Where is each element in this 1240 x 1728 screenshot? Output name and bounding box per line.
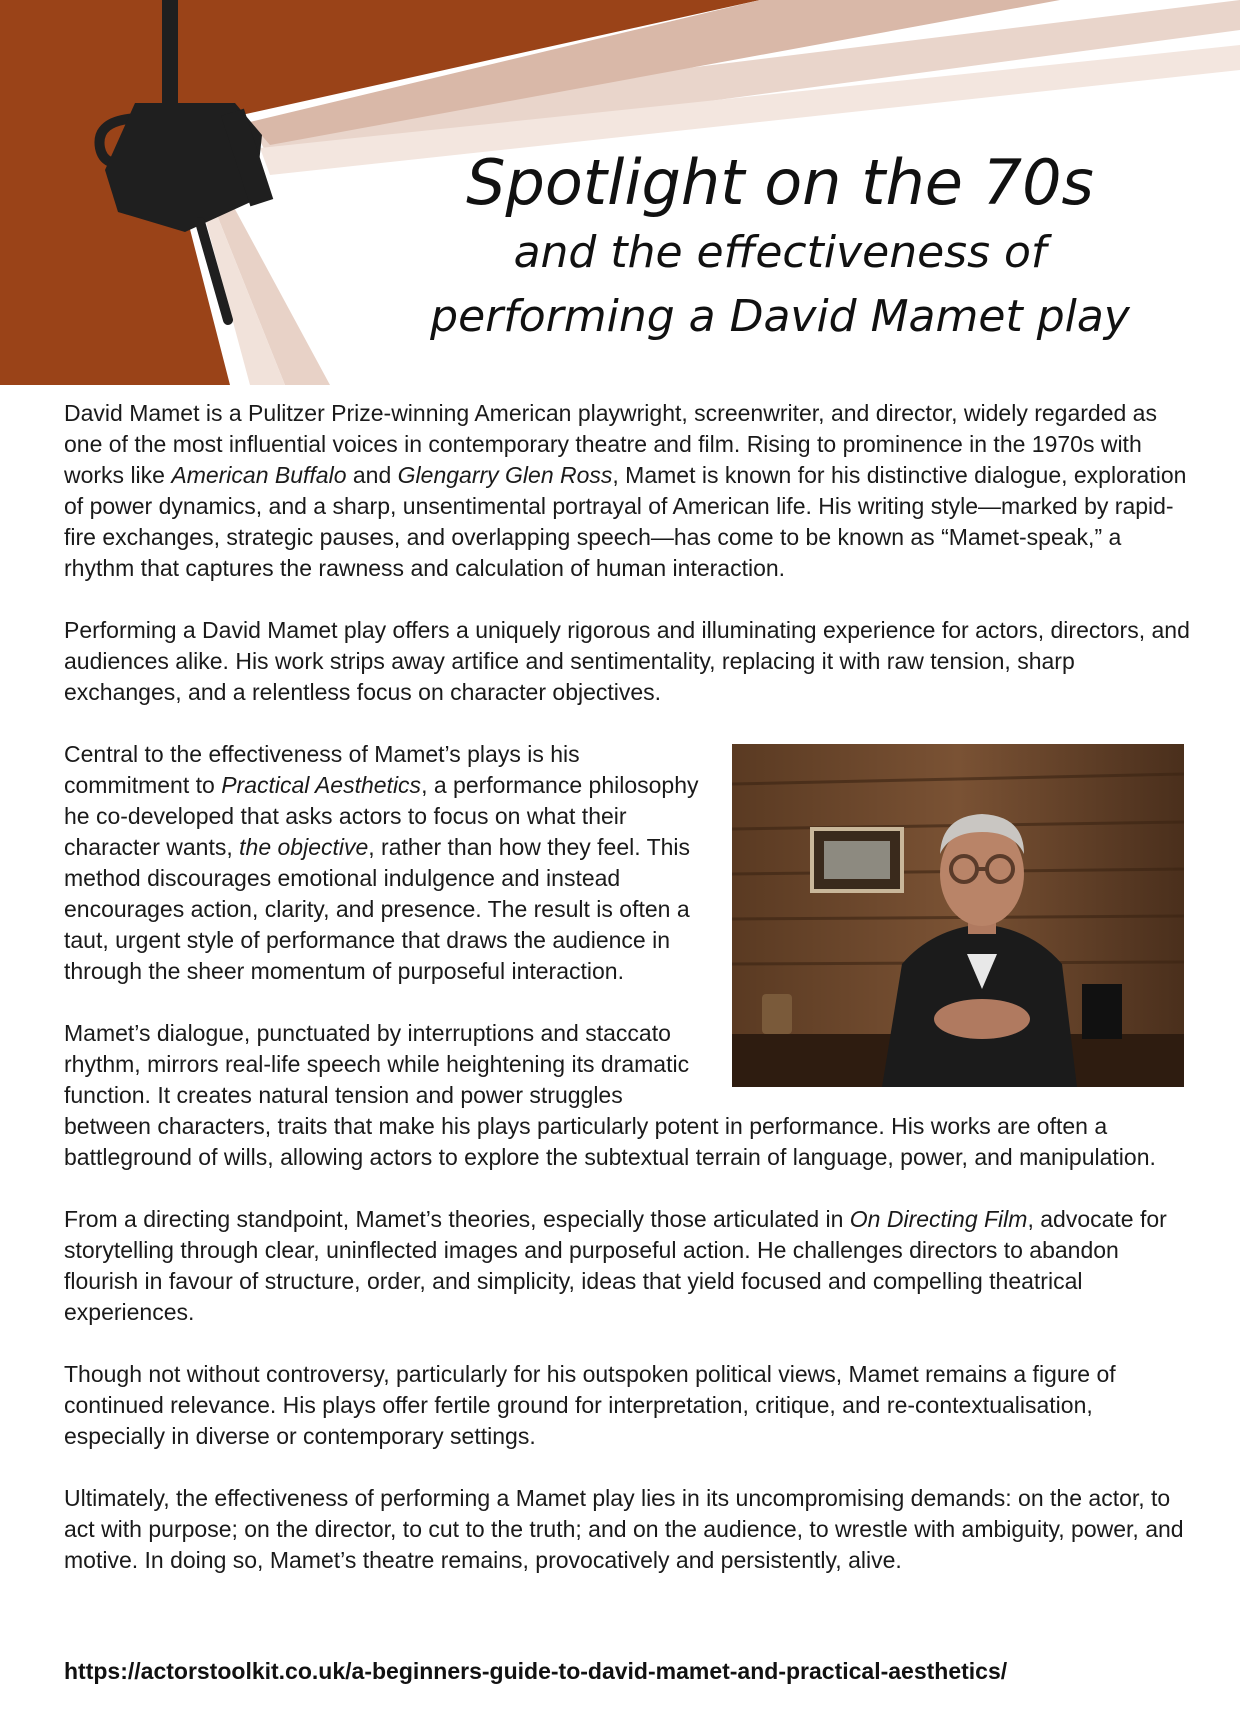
- portrait-illustration: [732, 744, 1184, 1087]
- david-mamet-photo: [732, 744, 1184, 1087]
- title-line-1: Spotlight on the 70s: [466, 146, 1094, 219]
- paragraph-conclusion: Ultimately, the effectiveness of performing a Mamet play lies in its uncompromising demands: on the actor, to act with purpose; on the director, to cut to the truth; and on the audience, to wrestle with ambiguity, power, and motive. In doing so, Mamet’s theatre remains, provocatively and persistently, alive.: [64, 1485, 1184, 1573]
- paragraph-controversy: Though not without controversy, particularly for his outspoken political views, Mamet remains a figure of continued relevance. His plays offer fertile ground for interpretation, critique, and re-contextualisation, especially in diverse or contemporary settings.: [64, 1361, 1116, 1449]
- header-banner: [0, 0, 1240, 385]
- source-link[interactable]: https://actorstoolkit.co.uk/a-beginners-guide-to-david-mamet-and-practical-aesthetics/: [64, 1658, 1008, 1684]
- paragraph-directing: From a directing standpoint, Mamet’s theories, especially those articulated in On Directing Film, advocate for storytelling through clear, uninflected images and purposeful action. He challenges directors to abandon flourish in favour of structure, order, and simplicity, ideas that yield focused and compelling theatrical experiences.: [64, 1206, 1167, 1325]
- paragraph-dialogue: Mamet’s dialogue, punctuated by interruptions and staccato rhythm, mirrors real-life speech while heightening its dramatic function. It creates natural tension and power struggles between characters, traits that make his plays particularly potent in performance. His works are often a battleground of wills, allowing actors to explore the subtextual terrain of language, power, and manipulation.: [64, 1020, 1156, 1170]
- title-line-3: performing a David Mamet play: [430, 291, 1130, 342]
- paragraph-intro: David Mamet is a Pulitzer Prize-winning American playwright, screenwriter, and director, widely regarded as one of the most influential voices in contemporary theatre and film. Rising to prominence in the 1970s with works like American Buffalo and Glengarry Glen Ross, Mamet is known for his distinctive dialogue, exploration of power dynamics, and a sharp, unsentimental portrayal of American life. His writing style—marked by rapid-fire exchanges, strategic pauses, and overlapping speech—has come to be known as “Mamet-speak,” a rhythm that captures the rawness and calculation of human interaction.: [64, 400, 1187, 581]
- title-line-2: and the effectiveness of: [513, 227, 1047, 278]
- page-title: [340, 145, 1220, 349]
- paragraph-performing: Performing a David Mamet play offers a uniquely rigorous and illuminating experience for actors, directors, and audiences alike. His work strips away artifice and sentimentality, replacing it with raw tension, sharp exchanges, and a relentless focus on character objectives.: [64, 617, 1190, 705]
- paragraph-practical-aesthetics: Central to the effectiveness of Mamet’s plays is his commitment to Practical Aesthetics, a performance philosophy he co-developed that asks actors to focus on what their character wants, the objective, rather than how they feel. This method discourages emotional indulgence and instead encourages action, clarity, and presence. The result is often a taut, urgent style of performance that draws the audience in through the sheer momentum of purposeful interaction.: [64, 741, 699, 984]
- article-body: [64, 398, 1194, 1607]
